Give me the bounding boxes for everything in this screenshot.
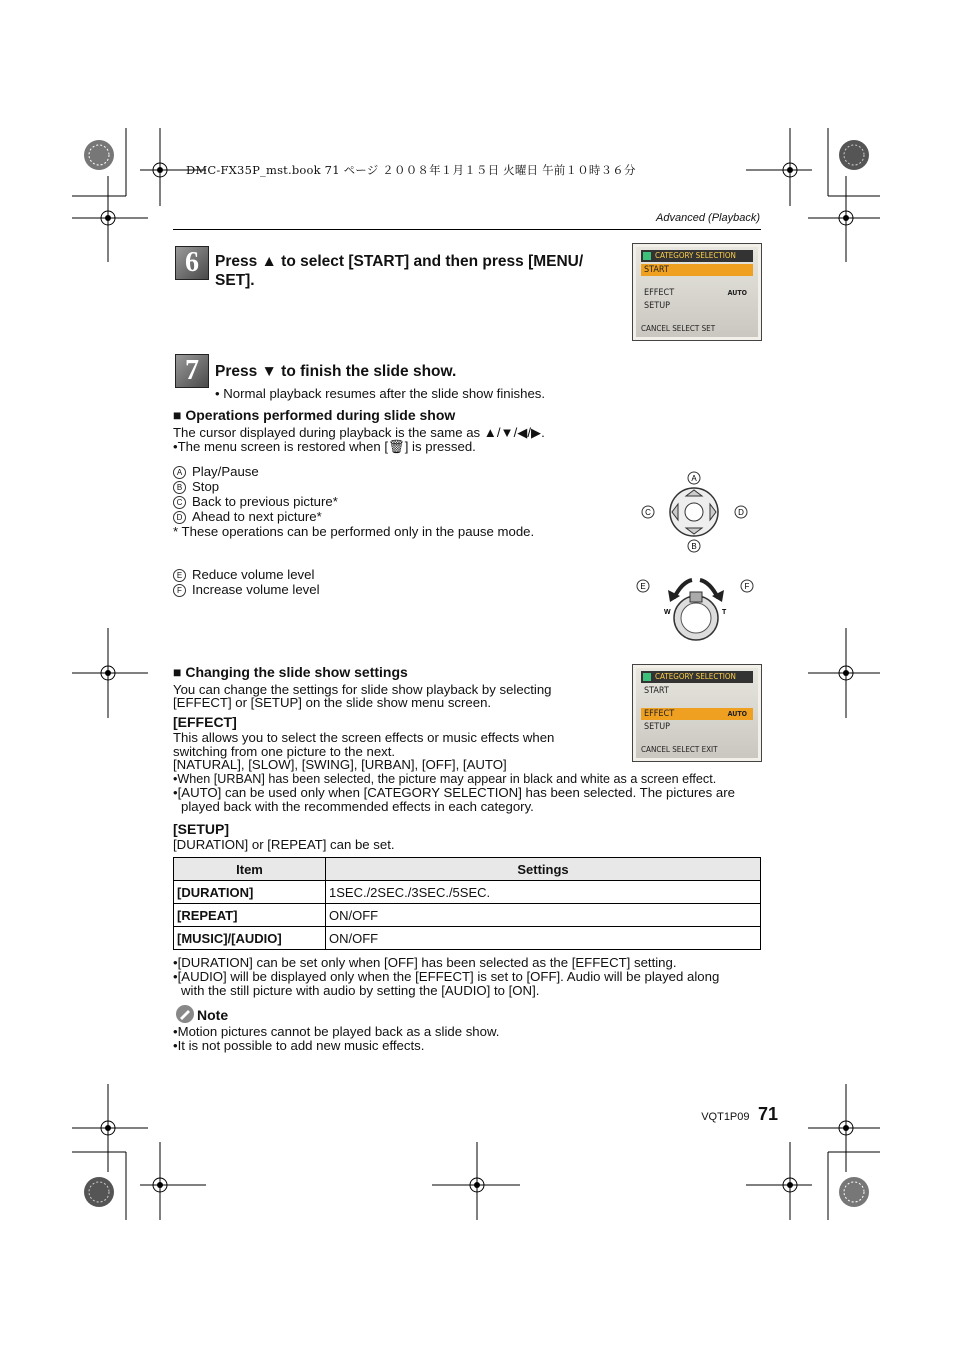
ops-line1: The cursor displayed during playback is the same as ▲/▼/◀/▶. (173, 425, 545, 440)
effect-bullet2b: played back with the recommended effects in each category. (181, 799, 534, 814)
volume-item-e-text: Reduce volume level (192, 567, 315, 582)
table-cell-setting: ON/OFF (326, 904, 761, 927)
table-row (174, 904, 761, 927)
svg-text:E: E (640, 582, 646, 591)
ops-item-a-text: Play/Pause (192, 464, 259, 479)
table-header-item: Item (174, 858, 326, 881)
marker-c: C (173, 496, 186, 509)
table-row (174, 927, 761, 950)
book-info: DMC-FX35P_mst.book 71 ページ ２００８年１月１５日 火曜日 午前１０時３６分 (186, 163, 636, 177)
lcd-effect-label: EFFECT (644, 288, 675, 298)
setup-text: [DURATION] or [REPEAT] can be set. (173, 837, 395, 852)
change-intro1: You can change the settings for slide show playback by selecting (173, 682, 552, 697)
after-table-bullet2a: •[AUDIO] will be displayed only when the [EFFECT] is set to [OFF]. Audio will be played along (173, 969, 720, 984)
after-table-bullet1: •[DURATION] can be set only when [OFF] has been selected as the [EFFECT] setting. (173, 955, 677, 970)
marker-e: E (173, 569, 186, 582)
header-rule (173, 229, 761, 230)
step7-title: Press ▼ to finish the slide show. (215, 363, 457, 380)
lcd-effect-value: AUTO (727, 289, 747, 297)
volume-item-f-text: Increase volume level (192, 582, 320, 597)
lcd-item-start: START (641, 264, 753, 276)
dial-t-label: T (722, 609, 727, 616)
ops-item-c-text: Back to previous picture* (192, 494, 338, 509)
step7-bullet: • Normal playback resumes after the slide show finishes. (215, 386, 546, 401)
page-number: 71 (757, 1104, 778, 1124)
lcd-footer: CANCEL SELECT EXIT (641, 745, 718, 754)
table-cell-item: [DURATION] (174, 881, 326, 904)
note-label: Note (197, 1007, 229, 1023)
table-cell-setting: ON/OFF (326, 927, 761, 950)
ops-item-d-text: Ahead to next picture* (192, 509, 322, 524)
effect-line1: This allows you to select the screen effects or music effects when (173, 730, 555, 745)
table-cell-item: [REPEAT] (174, 904, 326, 927)
dial-w-label: W (664, 609, 671, 616)
table-header-row (174, 858, 761, 881)
change-intro2: [EFFECT] or [SETUP] on the slide show menu screen. (173, 695, 492, 710)
ops-item-d (173, 509, 534, 524)
marker-a: A (173, 466, 186, 479)
effect-heading: [EFFECT] (173, 714, 237, 730)
lcd-header: CATEGORY SELECTION (641, 671, 753, 683)
ops-list (173, 464, 534, 539)
effect-line2: switching from one picture to the next. (173, 744, 396, 759)
lcd-item-setup: SETUP (644, 301, 671, 311)
lcd-item-start: START (644, 686, 669, 696)
step6-title-line1: Press ▲ to select [START] and then press [MENU/ (215, 253, 584, 270)
volume-item-e (173, 567, 320, 582)
ops-line2: •The menu screen is restored when [🗑] is pressed. (173, 439, 476, 454)
lcd-effect-label: EFFECT (644, 709, 675, 719)
effect-bullet2a: •[AUTO] can be used only when [CATEGORY SELECTION] has been selected. The pictures are (173, 785, 735, 800)
lcd-item-effect (641, 708, 753, 720)
svg-text:D: D (738, 508, 744, 517)
note-item2: •It is not possible to add new music effects. (173, 1038, 425, 1053)
svg-text:F: F (744, 582, 750, 591)
settings-table (173, 857, 761, 950)
effect-bullet1: •When [URBAN] has been selected, the picture may appear in black and white as a screen effect. (173, 772, 717, 786)
zoom-lever-icon (632, 574, 758, 644)
svg-text:B: B (691, 542, 697, 551)
lcd-footer: CANCEL SELECT SET (641, 324, 716, 333)
after-table-bullet2b: with the still picture with audio by setting the [AUDIO] to [ON]. (181, 983, 540, 998)
marker-b: B (173, 481, 186, 494)
table-row (174, 881, 761, 904)
table-header-settings: Settings (326, 858, 761, 881)
page-footer (701, 1104, 778, 1125)
lcd-effect-value: AUTO (727, 710, 747, 718)
step-number-7: 7 (175, 354, 209, 388)
ops-footnote: * These operations can be performed only in the pause mode. (173, 524, 535, 539)
svg-text:C: C (645, 508, 651, 517)
ops-item-a (173, 464, 534, 479)
ops-item-b-text: Stop (192, 479, 220, 494)
marker-d: D (173, 511, 186, 524)
ops-item-c (173, 494, 534, 509)
step-number-6: 6 (175, 246, 209, 280)
note-item1: •Motion pictures cannot be played back as a slide show. (173, 1024, 500, 1039)
table-cell-setting: 1SEC./2SEC./3SEC./5SEC. (326, 881, 761, 904)
change-heading: ■ Changing the slide show settings (173, 664, 408, 680)
volume-list (173, 567, 320, 597)
lcd-item-setup: SETUP (644, 722, 671, 732)
ops-heading: ■ Operations performed during slide show (173, 407, 456, 423)
lcd-header: CATEGORY SELECTION (641, 250, 753, 262)
marker-f: F (173, 584, 186, 597)
effect-options: [NATURAL], [SLOW], [SWING], [URBAN], [OFF], [AUTO] (173, 757, 507, 772)
note-pencil-icon (175, 1004, 195, 1024)
lcd-screen-effect (632, 664, 762, 762)
lcd-screen-start (632, 243, 762, 341)
volume-item-f (173, 582, 320, 597)
ops-item-b (173, 479, 534, 494)
step6-title-line2: SET]. (215, 272, 255, 289)
lcd-item-effect (641, 287, 753, 299)
svg-text:A: A (691, 474, 697, 483)
running-header: Advanced (Playback) (656, 212, 760, 224)
setup-heading: [SETUP] (173, 821, 229, 837)
cursor-buttons-icon (636, 470, 754, 556)
table-cell-item: [MUSIC]/[AUDIO] (174, 927, 326, 950)
product-code: VQT1P09 (701, 1111, 750, 1123)
step6-title (215, 252, 625, 290)
